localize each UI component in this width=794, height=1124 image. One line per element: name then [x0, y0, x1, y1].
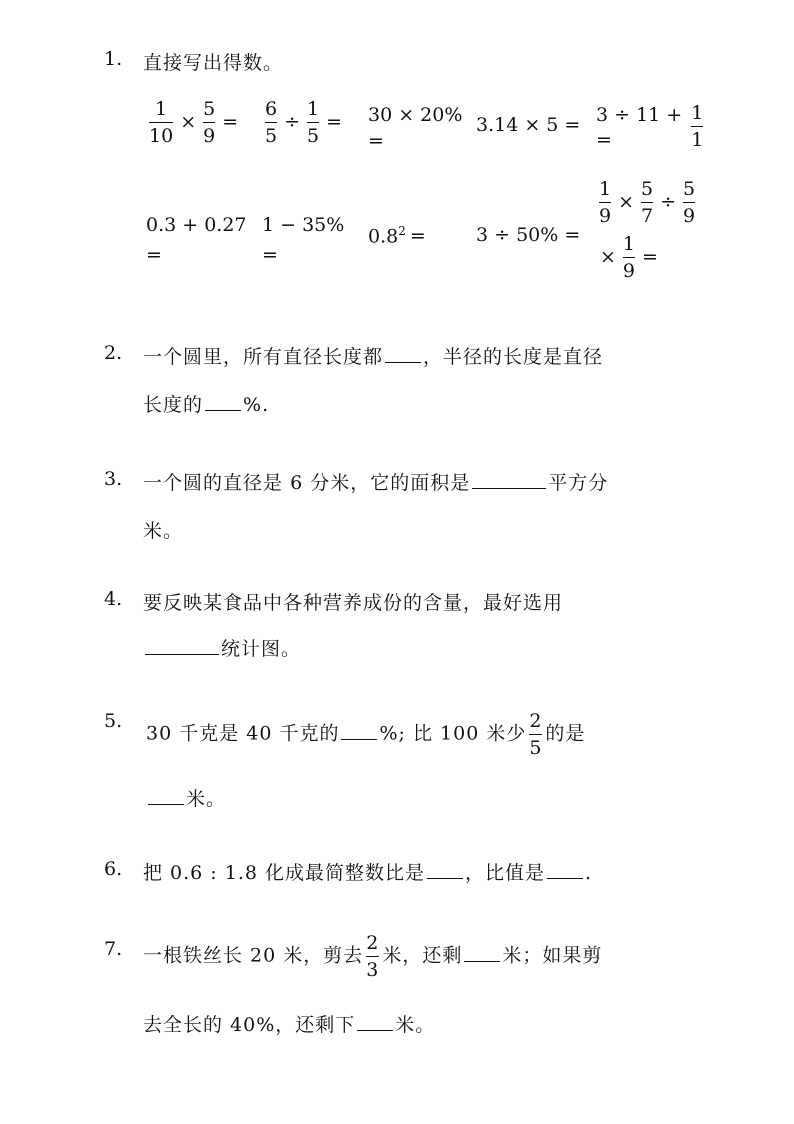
- question-line-1: 要反映某食品中各种营养成份的含量，最好选用: [143, 592, 564, 614]
- calc-item-b: $\frac{6}{5}$ ÷ $\frac{1}{5}$ =: [265, 98, 343, 147]
- calc-item-f: 0.3 + 0.27 =: [146, 214, 247, 266]
- fraction: $\frac{2}{3}$: [366, 932, 380, 981]
- question-line-2: 米。: [146, 784, 226, 811]
- fraction: $\frac{1}{9}$: [622, 233, 636, 282]
- question-number: 6.: [104, 858, 123, 880]
- calc-item-g: 1 − 35% =: [262, 214, 345, 266]
- question-line-1: 一根铁丝长 20 米，剪去 $\frac{2}{3}$ 米，还剩 米；如果剪: [143, 932, 603, 981]
- answer-blank[interactable]: [148, 803, 184, 805]
- calc-item-a: $\frac{1}{10}$ × $\frac{5}{9}$ =: [149, 98, 239, 147]
- question-number: 2.: [104, 342, 123, 364]
- calc-item-h: $0.8^2$ =: [368, 224, 426, 248]
- calc-item-c: 30 × 20% =: [368, 104, 463, 152]
- fraction: $\frac{2}{5}$: [529, 710, 543, 759]
- fraction: $\frac{6}{5}$: [265, 98, 278, 147]
- question-line-1: 一个圆里，所有直径长度都 ，半径的长度是直径: [143, 346, 604, 368]
- question-line-1: 一个圆的直径是 6 分米，它的面积是 平方分: [143, 472, 609, 494]
- question-number: 7.: [104, 938, 123, 960]
- question-number: 1.: [104, 48, 123, 70]
- fraction: $\frac{1}{5}$: [307, 98, 320, 147]
- question-number: 4.: [104, 588, 123, 610]
- answer-blank[interactable]: [472, 487, 546, 489]
- fraction: $\frac{5}{9}$: [683, 178, 696, 227]
- question-line-2: 米。: [143, 520, 184, 542]
- answer-blank[interactable]: [427, 877, 463, 879]
- calc-item-i: 3 ÷ 50% =: [476, 224, 581, 246]
- answer-blank[interactable]: [341, 738, 377, 740]
- answer-blank[interactable]: [547, 877, 583, 879]
- question-line-2: 长度的 %.: [143, 394, 270, 416]
- question-number: 5.: [104, 710, 123, 732]
- answer-blank[interactable]: [145, 653, 219, 655]
- question-line-1: 30 千克是 40 千克的 %; 比 100 米少 $\frac{2}{5}$ 的是: [146, 710, 586, 759]
- answer-blank[interactable]: [205, 409, 241, 411]
- question-text: 直接写出得数。: [143, 52, 284, 74]
- calc-grid: [140, 90, 702, 300]
- answer-blank[interactable]: [357, 1029, 393, 1031]
- question-line-2: 统计图。: [143, 634, 301, 661]
- fraction: $\frac{1}{10}$: [149, 98, 174, 147]
- fraction: $\frac{1}{1}$: [691, 102, 704, 151]
- fraction: $\frac{5}{7}$: [641, 178, 654, 227]
- question-line-1: 把 0.6 : 1.8 化成最简整数比是 ，比值是 .: [143, 862, 593, 884]
- answer-blank[interactable]: [385, 361, 421, 363]
- question-number: 3.: [104, 468, 123, 490]
- fraction: $\frac{5}{9}$: [203, 98, 216, 147]
- fraction: $\frac{1}{9}$: [599, 178, 612, 227]
- calc-item-e: 3 ÷ 11 + $\frac{1}{1}$ =: [596, 102, 704, 151]
- calc-item-d: 3.14 × 5 =: [476, 114, 581, 136]
- calc-item-j: $\frac{1}{9}$ × $\frac{5}{7}$ ÷ $\frac{5}{9}$ × $\frac{1}{9}$ =: [599, 178, 696, 282]
- question-line-2: 去全长的 40%，还剩下 米。: [143, 1014, 436, 1036]
- answer-blank[interactable]: [464, 960, 500, 962]
